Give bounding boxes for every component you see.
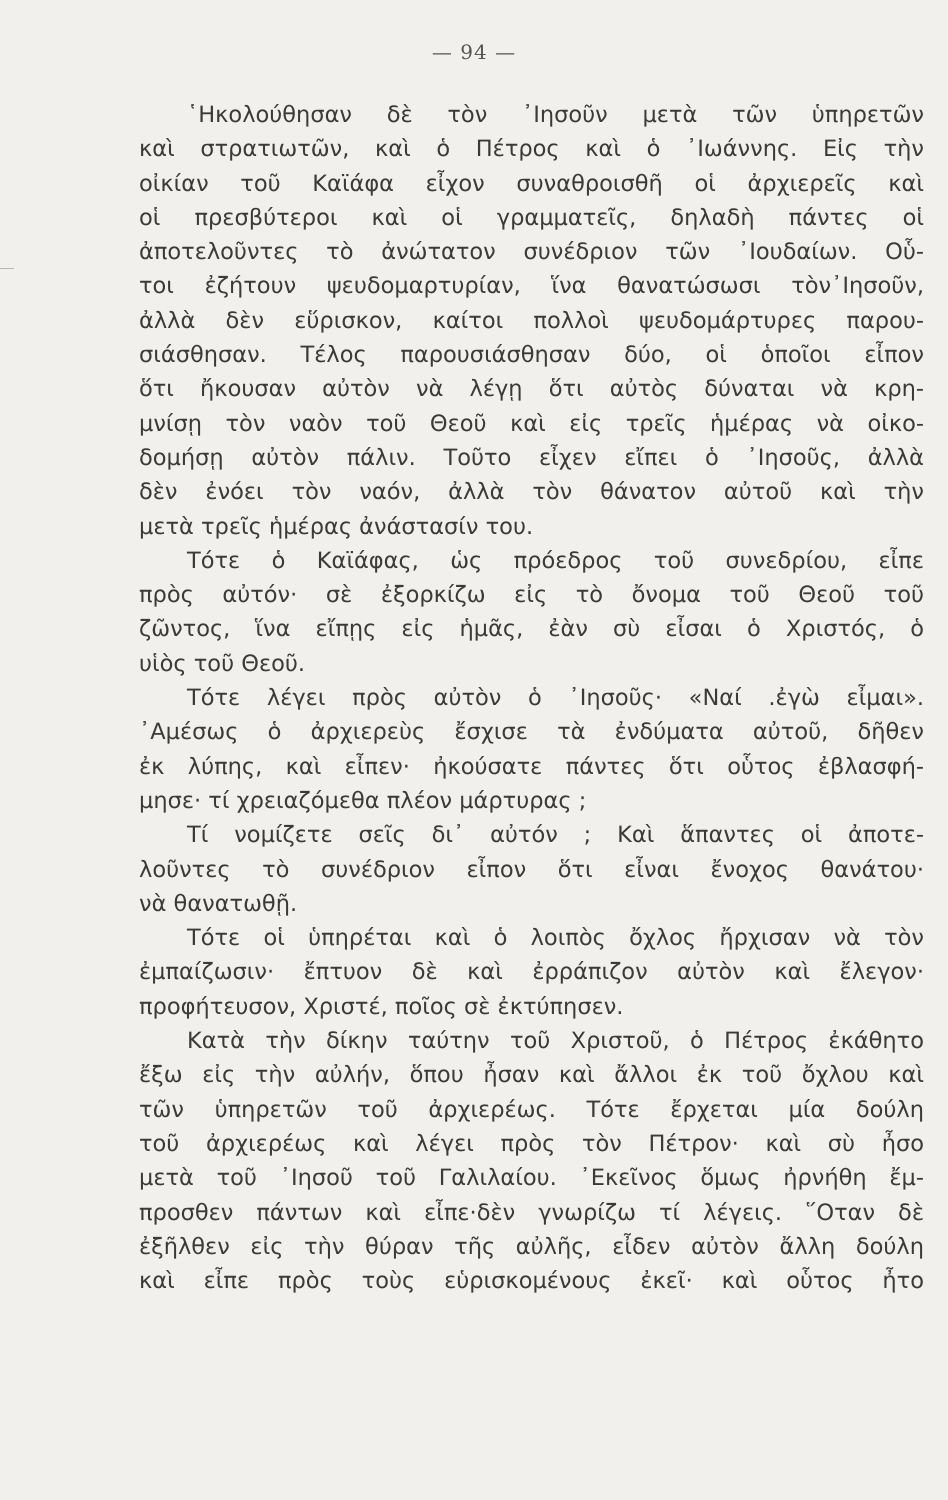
text-line: μησε· τί χρειαζόμεθα πλέον μάρτυρας ; xyxy=(139,787,587,814)
text-line: προφήτευσον, Χριστέ, ποῖος σὲ ἐκτύπησεν. xyxy=(139,993,624,1020)
text-line: Τότε λέγει πρὸς αὐτὸν ὁ ᾿Ιησοῦς· «Ναί .ἐγὼ εἶμαι». xyxy=(187,685,924,712)
text-line: μετὰ τρεῖς ἡμέρας ἀνάστασίν του. xyxy=(139,513,534,540)
paragraph xyxy=(139,544,924,681)
text-line: ᾿Αμέσως ὁ ἀρχιερεὺς ἔσχισε τὰ ἐνδύματα αὐτοῦ, δῆθεν xyxy=(139,719,924,746)
text-line: ῾Ηκολούθησαν δὲ τὸν ᾿Ιησοῦν μετὰ τῶν ὑπηρετῶν xyxy=(187,102,924,128)
text-line: οἱ πρεσβύτεροι καὶ οἱ γραμματεῖς, δηλαδὴ πάντες οἱ xyxy=(139,204,924,231)
paragraph xyxy=(139,818,924,921)
paragraph xyxy=(139,681,924,818)
text-line: υἱὸς τοῦ Θεοῦ. xyxy=(139,650,306,677)
text-line: ἀποτελοῦντες τὸ ἀνώτατον συνέδριον τῶν ᾿Ιουδαίων. Οὗ- xyxy=(139,239,924,266)
text-line: δομήσῃ αὐτὸν πάλιν. Τοῦτο εἶχεν εἴπει ὁ ᾿Ιησοῦς, ἀλλὰ xyxy=(139,444,924,471)
text-line: ὅτι ἤκουσαν αὐτὸν νὰ λέγῃ ὅτι αὐτὸς δύναται νὰ κρη- xyxy=(139,376,924,403)
text-line: τοι ἐζήτουν ψευδομαρτυρίαν, ἵνα θανατώσωσι τὸν᾿Ιησοῦν, xyxy=(139,273,924,300)
text-line: ἐξῆλθεν εἰς τὴν θύραν τῆς αὐλῆς, εἶδεν αὐτὸν ἄλλη δούλη xyxy=(139,1233,924,1260)
text-line: οἰκίαν τοῦ Καϊάφα εἶχον συναθροισθῆ οἱ ἀρχιερεῖς καὶ xyxy=(139,170,924,197)
text-line: μετὰ τοῦ ᾿Ιησοῦ τοῦ Γαλιλαίου. ᾿Εκεῖνος ὅμως ἠρνήθη ἔμ- xyxy=(139,1165,924,1192)
text-line: σιάσθησαν. Τέλος παρουσιάσθησαν δύο, οἱ ὁποῖοι εἶπον xyxy=(139,342,924,369)
text-line: λοῦντες τὸ συνέδριον εἶπον ὅτι εἶναι ἔνοχος θανάτου· xyxy=(139,856,924,883)
text-line: μνίσῃ τὸν ναὸν τοῦ Θεοῦ καὶ εἰς τρεῖς ἡμέρας νὰ οἰκο- xyxy=(139,410,924,437)
text-line: Κατὰ τὴν δίκην ταύτην τοῦ Χριστοῦ, ὁ Πέτρος ἐκάθητο xyxy=(187,1028,924,1055)
margin-mark xyxy=(0,268,14,269)
paragraph xyxy=(139,98,924,544)
page-number: — 94 — xyxy=(431,40,517,64)
text-line: τοῦ ἀρχιερέως καὶ λέγει πρὸς τὸν Πέτρον· καὶ σὺ ἦσο xyxy=(139,1130,924,1157)
text-line: Τότε οἱ ὑπηρέται καὶ ὁ λοιπὸς ὄχλος ἤρχισαν νὰ τὸν xyxy=(187,925,924,952)
paragraph xyxy=(139,1024,924,1298)
text-line: ἀλλὰ δὲν εὕρισκον, καίτοι πολλοὶ ψευδομάρτυρες παρου- xyxy=(139,307,924,334)
paragraph xyxy=(139,921,924,1024)
text-line: ζῶντος, ἵνα εἴπῃς εἰς ἡμᾶς, ἐὰν σὺ εἶσαι ὁ Χριστός, ὁ xyxy=(139,616,924,643)
text-line: ἐμπαίζωσιν· ἔπτυον δὲ καὶ ἐρράπιζον αὐτὸν καὶ ἔλεγον· xyxy=(139,959,924,986)
text-line: προσθεν πάντων καὶ εἶπε·δὲν γνωρίζω τί λέγεις. ῞Οταν δὲ xyxy=(139,1199,924,1226)
text-line: καὶ εἶπε πρὸς τοὺς εὑρισκομένους ἐκεῖ· καὶ οὗτος ἦτο xyxy=(139,1268,924,1295)
text-line: ἔξω εἰς τὴν αὐλήν, ὅπου ἦσαν καὶ ἄλλοι ἐκ τοῦ ὄχλου καὶ xyxy=(139,1062,924,1089)
text-line: πρὸς αὐτόν· σὲ ἐξορκίζω εἰς τὸ ὄνομα τοῦ Θεοῦ τοῦ xyxy=(139,582,924,609)
text-line: Τότε ὁ Καϊάφας, ὡς πρόεδρος τοῦ συνεδρίου, εἶπε xyxy=(187,547,924,574)
text-line: νὰ θανατωθῇ. xyxy=(139,890,298,917)
body-text xyxy=(139,98,924,1298)
text-line: δὲν ἐνόει τὸν ναόν, ἀλλὰ τὸν θάνατον αὐτοῦ καὶ τὴν xyxy=(139,479,924,506)
text-line: Τί νομίζετε σεῖς δι᾿ αὐτόν ; Καὶ ἅπαντες οἱ ἀποτε- xyxy=(187,822,924,849)
text-line: τῶν ὑπηρετῶν τοῦ ἀρχιερέως. Τότε ἔρχεται μία δούλη xyxy=(139,1096,924,1123)
text-line: ἐκ λύπης, καὶ εἶπεν· ἠκούσατε πάντες ὅτι οὗτος ἐβλασφή- xyxy=(139,753,924,780)
text-line: καὶ στρατιωτῶν, καὶ ὁ Πέτρος καὶ ὁ ᾿Ιωάννης. Εἰς τὴν xyxy=(139,136,924,163)
